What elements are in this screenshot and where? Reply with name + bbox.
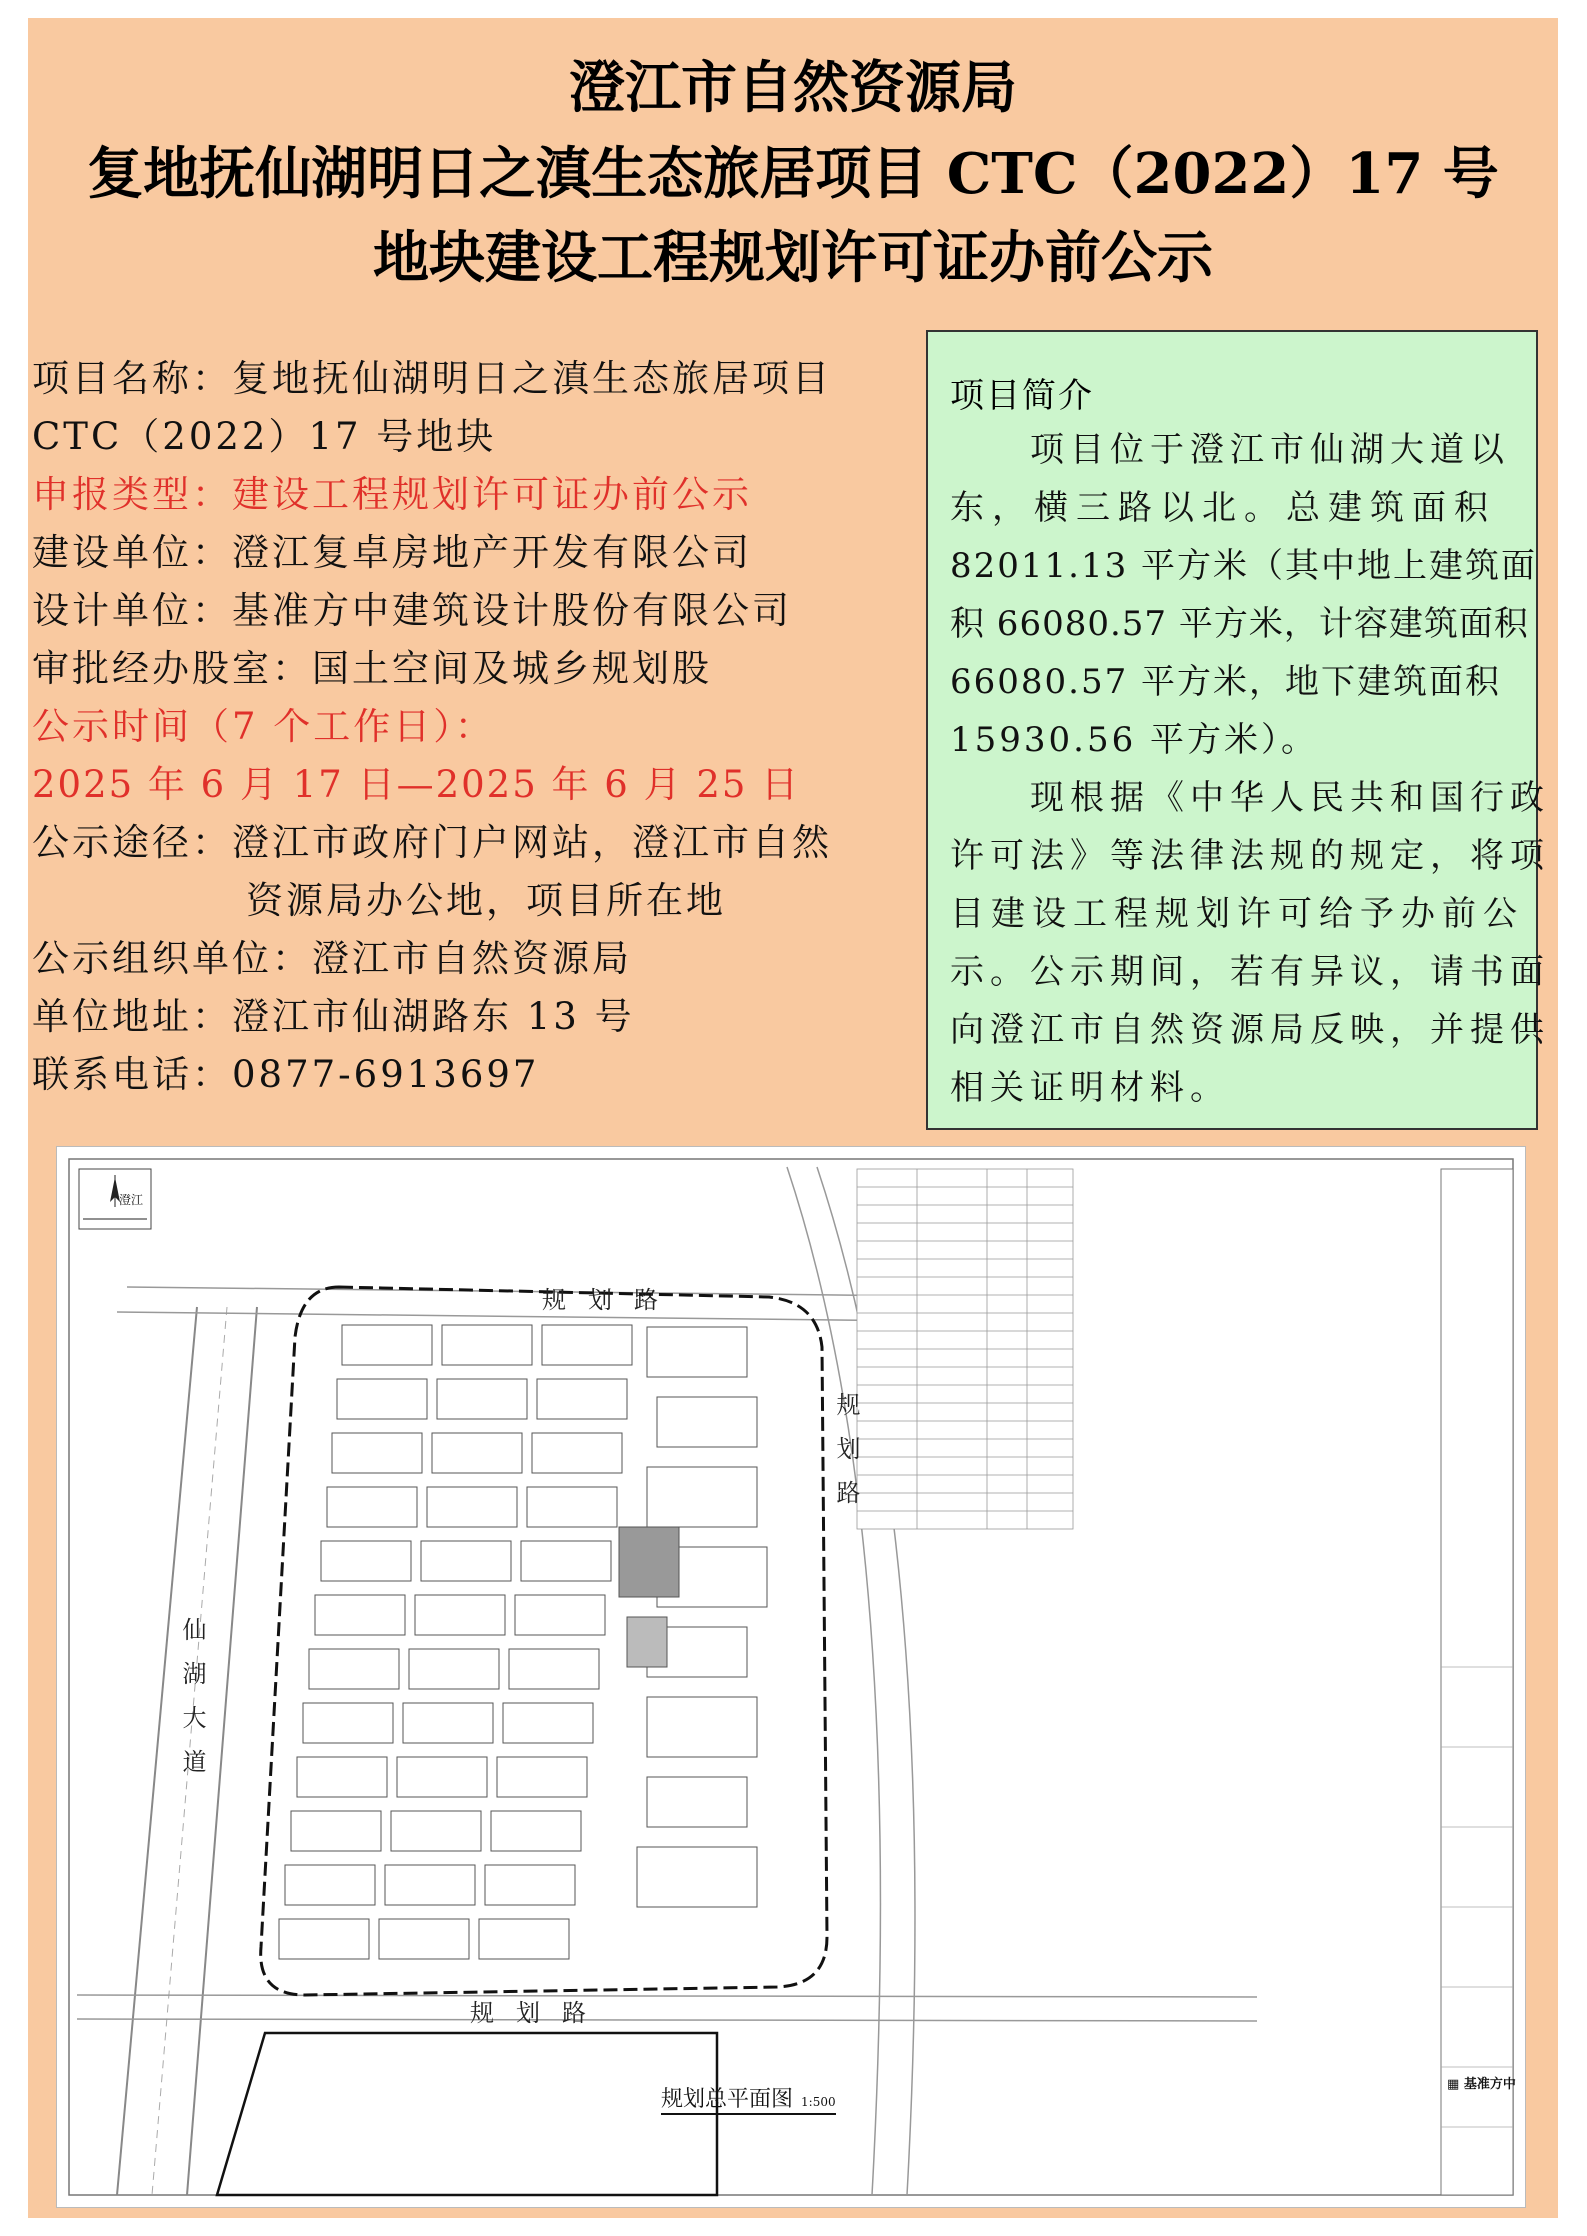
- road-label-top: 规划路: [542, 1286, 680, 1314]
- address: 单位地址：澄江市仙湖路东 13 号: [32, 995, 635, 1038]
- plan-scale: 1:500: [801, 2095, 836, 2109]
- period-label: 公示时间（7 个工作日）：: [32, 705, 495, 748]
- intro-line: 许可法》等法律法规的规定，将项: [950, 836, 1550, 876]
- intro-title: 项目简介: [950, 376, 1094, 416]
- title-issuer: 澄江市自然资源局: [569, 55, 1017, 121]
- designer: 设计单位：基准方中建筑设计股份有限公司: [32, 589, 792, 632]
- apply-type: 申报类型：建设工程规划许可证办前公示: [32, 473, 752, 516]
- intro-line: 目建设工程规划许可给予办前公: [950, 894, 1524, 934]
- company-logo-text: 基准方中: [1463, 2077, 1516, 2092]
- site-plan-drawing: [56, 1146, 1526, 2208]
- road-label-right: 规划路: [832, 1392, 860, 1524]
- road-label-left: 仙湖大道: [178, 1617, 206, 1793]
- project-name-line1: 项目名称：复地抚仙湖明日之滇生态旅居项目: [32, 357, 832, 400]
- site-plan-graphic: [57, 1147, 1525, 2207]
- announcement-poster: [28, 18, 1558, 2218]
- organizer: 公示组织单位：澄江市自然资源局: [32, 937, 632, 980]
- channel-line2: 资源局办公地，项目所在地: [246, 879, 726, 922]
- intro-line: 东，横三路以北。总建筑面积: [950, 488, 1496, 528]
- intro-line: 相关证明材料。: [950, 1068, 1230, 1108]
- intro-line: 积 66080.57 平方米，计容建筑面积: [950, 604, 1529, 644]
- project-name-line2: CTC（2022）17 号地块: [32, 415, 497, 458]
- north-arrow-label: 澄江: [119, 1193, 144, 1207]
- intro-line: 向澄江市自然资源局反映，并提供: [950, 1010, 1550, 1050]
- intro-line: 66080.57 平方米，地下建筑面积: [950, 662, 1502, 702]
- intro-line: 示。公示期间，若有异议，请书面: [950, 952, 1550, 992]
- intro-line: 项目位于澄江市仙湖大道以: [950, 430, 1510, 470]
- company-logo: [1447, 2073, 1516, 2092]
- intro-line: 82011.13 平方米（其中地上建筑面: [950, 546, 1538, 586]
- project-intro-box: [926, 330, 1550, 1130]
- plan-caption: [661, 2082, 836, 2115]
- period-value: 2025 年 6 月 17 日—2025 年 6 月 25 日: [32, 763, 801, 806]
- channel-line1: 公示途径：澄江市政府门户网站，澄江市自然: [32, 821, 832, 864]
- phone: 联系电话：0877-6913697: [32, 1053, 540, 1096]
- intro-line: 现根据《中华人民共和国行政: [950, 778, 1550, 818]
- title-subject: 地块建设工程规划许可证办前公示: [373, 225, 1213, 291]
- company-logo-icon: ▦: [1447, 2077, 1460, 2092]
- approval-dept: 审批经办股室：国土空间及城乡规划股: [32, 647, 712, 690]
- road-label-bottom: 规划路: [470, 1999, 608, 2027]
- plan-caption-text: 规划总平面图: [661, 2087, 794, 2112]
- title-project: 复地抚仙湖明日之滇生态旅居项目 CTC（2022）17 号: [87, 141, 1499, 207]
- intro-line: 15930.56 平方米）。: [950, 720, 1319, 760]
- builder: 建设单位：澄江复卓房地产开发有限公司: [32, 531, 752, 574]
